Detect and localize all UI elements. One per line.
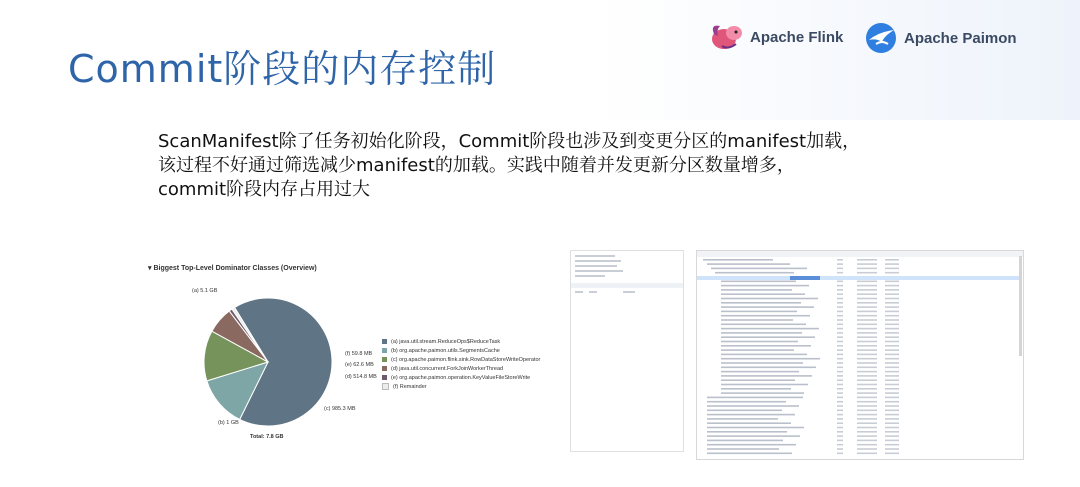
tree-row-cell xyxy=(837,319,843,321)
legend-swatch xyxy=(382,366,387,371)
tree-row-line xyxy=(721,362,803,364)
tree-row-cell xyxy=(885,324,899,326)
tree-row-cell xyxy=(885,272,899,274)
tree-row-cell xyxy=(857,397,877,399)
tree-row-cell xyxy=(837,362,843,364)
tree-row-cell xyxy=(885,414,899,416)
tree-row-cell xyxy=(857,324,877,326)
tree-row-cell xyxy=(857,341,877,343)
tree-row-cell xyxy=(885,444,899,446)
description-line-2: 该过程不好通过筛选减少manifest的加载。实践中随着并发更新分区数量增多， xyxy=(158,155,795,176)
tree-row-line xyxy=(707,405,799,407)
tree-row-cell xyxy=(857,332,877,334)
tree-row-cell xyxy=(885,281,899,283)
tree-row-cell xyxy=(837,375,843,377)
tree-row-cell xyxy=(885,259,899,261)
tree-row-line xyxy=(707,418,778,420)
tree-row-cell xyxy=(837,289,843,291)
tree-row-cell xyxy=(885,362,899,364)
pie-slice-label: (f) 59.8 MB xyxy=(345,351,373,357)
tree-row-cell xyxy=(885,440,899,442)
tree-row-cell xyxy=(885,392,899,394)
selected-tree-cell xyxy=(790,276,820,280)
tree-row-cell xyxy=(885,289,899,291)
description-line-1: ScanManifest除了任务初始化阶段，Commit阶段也涉及到变更分区的manifest加载， xyxy=(158,131,861,152)
legend-label: (d) java.util.concurrent.ForkJoinWorkerThread xyxy=(391,365,504,372)
tree-row-cell xyxy=(885,306,899,308)
squirrel-icon xyxy=(710,22,744,52)
tree-row-line xyxy=(707,414,795,416)
pie-slice-label: (d) 514.8 MB xyxy=(345,374,377,380)
tree-row-cell xyxy=(885,371,899,373)
tree-row-line xyxy=(721,332,802,334)
tree-row-cell xyxy=(837,367,843,369)
tree-row-cell xyxy=(837,281,843,283)
tree-row-cell xyxy=(857,263,877,265)
tree-row-cell xyxy=(885,422,899,424)
tree-row-cell xyxy=(885,367,899,369)
slide-description xyxy=(158,130,918,202)
tree-row-cell xyxy=(837,431,843,433)
tree-row-cell xyxy=(857,336,877,338)
tree-row-line xyxy=(721,328,819,330)
tree-row-cell xyxy=(837,418,843,420)
tree-row-cell xyxy=(837,435,843,437)
tree-row-line xyxy=(707,448,779,450)
tree-row-cell xyxy=(837,315,843,317)
tree-row-cell xyxy=(857,388,877,390)
tree-row-cell xyxy=(857,384,877,386)
tree-row-cell xyxy=(837,328,843,330)
tree-row-cell xyxy=(837,392,843,394)
tree-row-line xyxy=(721,324,806,326)
tree-row-cell xyxy=(857,289,877,291)
tree-row-cell xyxy=(837,285,843,287)
apache-flink-logo xyxy=(710,22,843,52)
tree-row-line xyxy=(707,401,786,403)
tree-row-line xyxy=(721,375,812,377)
tree-row-cell xyxy=(837,354,843,356)
tree-row-cell xyxy=(857,431,877,433)
apache-flink-text: Apache Flink xyxy=(750,28,844,46)
tree-row-cell xyxy=(885,405,899,407)
tree-row-cell xyxy=(837,453,843,455)
tree-row-cell xyxy=(837,379,843,381)
tree-row-line xyxy=(721,315,810,317)
legend-item xyxy=(382,364,540,373)
tree-row-line xyxy=(721,302,801,304)
tree-row-cell xyxy=(857,268,877,270)
tree-row-line xyxy=(715,272,794,274)
tree-row-line xyxy=(721,384,808,386)
tree-row-cell xyxy=(857,392,877,394)
tree-row-line xyxy=(721,371,799,373)
tree-row-cell xyxy=(857,440,877,442)
tree-row-cell xyxy=(837,272,843,274)
legend-swatch xyxy=(382,383,389,390)
tree-row-cell xyxy=(885,319,899,321)
object-list-lines xyxy=(571,251,683,451)
paimon-bird-icon xyxy=(864,22,898,54)
pie-slice-label: (a) 5.1 GB xyxy=(192,288,218,294)
tree-row-cell xyxy=(857,410,877,412)
tree-row-cell xyxy=(837,444,843,446)
tree-row-cell xyxy=(837,440,843,442)
legend-item xyxy=(382,373,540,382)
pie-chart-title: ▾ Biggest Top-Level Dominator Classes (Overview) xyxy=(148,265,317,272)
tree-row-cell xyxy=(837,293,843,295)
dominator-tree-panel xyxy=(696,250,1024,460)
tree-row-line xyxy=(707,431,787,433)
tree-row-cell xyxy=(885,435,899,437)
tree-row-line xyxy=(721,392,804,394)
tree-row-line xyxy=(721,336,815,338)
tree-row-cell xyxy=(857,315,877,317)
tree-row-cell xyxy=(837,311,843,313)
tree-row-cell xyxy=(857,444,877,446)
tree-row-cell xyxy=(885,349,899,351)
tree-row-cell xyxy=(857,371,877,373)
tree-row-cell xyxy=(885,311,899,313)
tree-row-cell xyxy=(857,272,877,274)
tree-row-cell xyxy=(885,431,899,433)
tree-row-cell xyxy=(837,358,843,360)
tree-row-cell xyxy=(857,448,877,450)
tree-row-cell xyxy=(857,259,877,261)
object-list-panel xyxy=(570,250,684,452)
tree-row-line xyxy=(721,341,798,343)
legend-swatch xyxy=(382,375,387,380)
legend-swatch xyxy=(382,339,387,344)
apache-paimon-logo xyxy=(864,22,1017,54)
tree-row-cell xyxy=(885,418,899,420)
tree-row-cell xyxy=(837,349,843,351)
tree-row-line xyxy=(707,422,791,424)
tree-row-cell xyxy=(885,401,899,403)
tree-row-cell xyxy=(857,367,877,369)
apache-paimon-text: Apache Paimon xyxy=(904,29,1017,47)
pie-chart xyxy=(148,262,388,452)
tree-row-cell xyxy=(837,371,843,373)
selected-tree-row[interactable] xyxy=(697,276,1021,280)
legend-label: (c) org.apache.paimon.flink.sink.RowDataStoreWriteOperator xyxy=(391,356,541,363)
tree-row-cell xyxy=(885,427,899,429)
tree-row-cell xyxy=(837,263,843,265)
tree-row-cell xyxy=(857,293,877,295)
tree-row-cell xyxy=(857,401,877,403)
tree-row-cell xyxy=(837,341,843,343)
legend-swatch xyxy=(382,348,387,353)
tree-row-line xyxy=(707,410,782,412)
legend-label: (a) java.util.stream.ReduceOps$ReduceTask xyxy=(391,338,501,345)
tree-row-cell xyxy=(857,281,877,283)
tree-row-cell xyxy=(837,268,843,270)
tree-row-cell xyxy=(837,401,843,403)
tree-row-cell xyxy=(837,259,843,261)
tree-row-line xyxy=(721,345,811,347)
tree-row-cell xyxy=(885,302,899,304)
tree-row-cell xyxy=(857,422,877,424)
legend-item xyxy=(382,382,540,391)
tree-row-cell xyxy=(837,306,843,308)
pie-legend xyxy=(382,337,540,391)
tree-row-line xyxy=(721,319,793,321)
tree-scrollbar[interactable] xyxy=(1019,256,1022,356)
tree-row-cell xyxy=(857,427,877,429)
tree-row-cell xyxy=(857,349,877,351)
tree-row-cell xyxy=(857,418,877,420)
tree-row-cell xyxy=(857,298,877,300)
tree-row-line xyxy=(721,311,797,313)
dominator-classes-panel xyxy=(148,262,568,452)
tree-row-cell xyxy=(885,375,899,377)
tree-row-line xyxy=(707,397,803,399)
description-line-3: commit阶段内存占用过大 xyxy=(158,179,371,200)
legend-label: (e) org.apache.paimon.operation.KeyValueFileStoreWrite xyxy=(391,374,531,381)
tree-row-cell xyxy=(837,302,843,304)
pie-slice-label: (c) 985.3 MB xyxy=(324,406,356,412)
tree-row-line xyxy=(707,427,804,429)
tree-row-cell xyxy=(885,453,899,455)
tree-row-cell xyxy=(837,448,843,450)
tree-row-line xyxy=(711,268,807,270)
tree-row-line xyxy=(707,435,800,437)
tree-row-line xyxy=(721,285,809,287)
tree-row-cell xyxy=(857,354,877,356)
tree-row-cell xyxy=(885,379,899,381)
tree-row-cell xyxy=(837,332,843,334)
tree-row-line xyxy=(707,444,796,446)
tree-row-cell xyxy=(857,362,877,364)
tree-row-cell xyxy=(885,397,899,399)
tree-row-cell xyxy=(857,414,877,416)
tree-row-cell xyxy=(885,345,899,347)
pie-slice-label: (b) 1 GB xyxy=(218,420,239,426)
pie-slice-label: (e) 62.6 MB xyxy=(345,362,374,368)
tree-row-line xyxy=(721,298,818,300)
tree-row-cell xyxy=(857,311,877,313)
tree-row-cell xyxy=(837,410,843,412)
legend-label: (f) Remainder xyxy=(393,383,427,390)
tree-row-cell xyxy=(857,328,877,330)
tree-row-cell xyxy=(837,298,843,300)
tree-row-line xyxy=(721,388,791,390)
tree-row-cell xyxy=(885,268,899,270)
tree-row-cell xyxy=(885,328,899,330)
tree-row-line xyxy=(721,289,792,291)
tree-row-cell xyxy=(857,358,877,360)
tree-row-cell xyxy=(885,336,899,338)
tree-row-line xyxy=(707,263,790,265)
tree-row-line xyxy=(721,354,807,356)
tree-row-line xyxy=(721,349,794,351)
tree-row-cell xyxy=(837,336,843,338)
tree-row-cell xyxy=(885,285,899,287)
legend-item xyxy=(382,346,540,355)
slide-title: Commit阶段的内存控制 xyxy=(68,47,497,91)
tree-row-cell xyxy=(857,405,877,407)
tree-row-cell xyxy=(857,345,877,347)
tree-row-cell xyxy=(885,410,899,412)
tree-row-cell xyxy=(837,427,843,429)
tree-row-cell xyxy=(885,315,899,317)
tree-row-cell xyxy=(837,405,843,407)
tree-row-line xyxy=(721,306,814,308)
tree-row-cell xyxy=(885,388,899,390)
tree-row-cell xyxy=(837,324,843,326)
tree-row-cell xyxy=(857,306,877,308)
tree-row-cell xyxy=(857,319,877,321)
tree-row-cell xyxy=(857,453,877,455)
tree-row-line xyxy=(721,367,816,369)
tree-row-cell xyxy=(885,341,899,343)
tree-row-line xyxy=(703,259,773,261)
tree-row-line xyxy=(721,379,795,381)
tree-row-line xyxy=(721,281,796,283)
tree-row-cell xyxy=(885,263,899,265)
legend-swatch xyxy=(382,357,387,362)
tree-row-line xyxy=(721,293,805,295)
tree-row-line xyxy=(707,440,783,442)
legend-label: (b) org.apache.paimon.utils.SegmentsCache xyxy=(391,347,500,354)
dominator-tree-lines xyxy=(697,251,1023,459)
tree-row-cell xyxy=(837,422,843,424)
tree-row-cell xyxy=(837,345,843,347)
tree-row-cell xyxy=(857,379,877,381)
tree-row-cell xyxy=(885,332,899,334)
tree-row-cell xyxy=(857,435,877,437)
legend-item xyxy=(382,355,540,364)
tree-row-cell xyxy=(885,354,899,356)
tree-row-cell xyxy=(837,414,843,416)
tree-row-cell xyxy=(857,285,877,287)
tree-row-cell xyxy=(837,384,843,386)
tree-row-cell xyxy=(857,375,877,377)
tree-row-cell xyxy=(885,293,899,295)
tree-row-cell xyxy=(885,384,899,386)
tree-row-cell xyxy=(885,298,899,300)
tree-row-cell xyxy=(857,302,877,304)
tree-row-line xyxy=(707,453,792,455)
tree-row-cell xyxy=(885,448,899,450)
legend-item xyxy=(382,337,540,346)
tree-row-cell xyxy=(837,388,843,390)
pie-total-label: Total: 7.8 GB xyxy=(250,434,284,440)
tree-row-cell xyxy=(837,397,843,399)
tree-row-cell xyxy=(885,358,899,360)
tree-row-line xyxy=(721,358,820,360)
